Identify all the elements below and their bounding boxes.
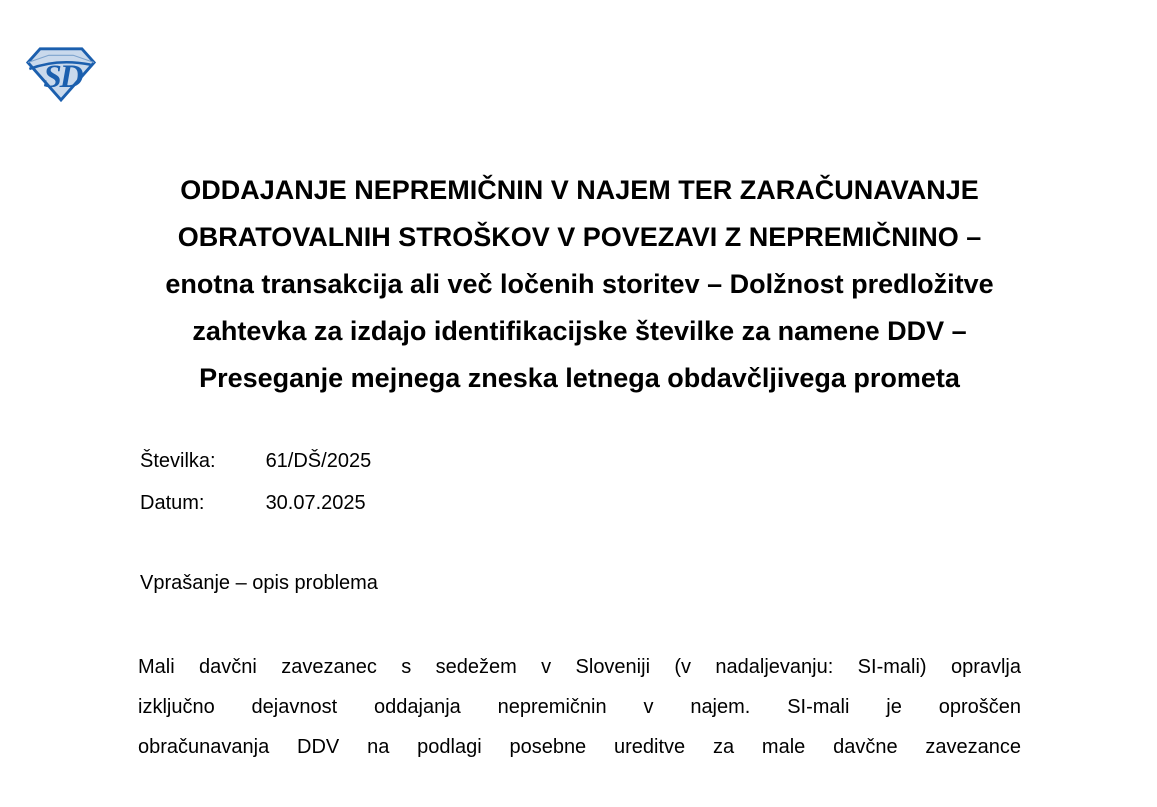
doc-date-value: 30.07.2025 bbox=[265, 492, 366, 514]
doc-number-label: Številka: bbox=[140, 450, 216, 472]
document-meta bbox=[140, 449, 740, 533]
org-logo bbox=[25, 45, 97, 103]
body-paragraph bbox=[138, 647, 1021, 767]
title-line-4: zahtevka za izdajo identifikacijske številke za namene DDV – bbox=[192, 316, 967, 346]
logo-letters: SD bbox=[43, 57, 82, 95]
title-line-2: OBRATOVALNIH STROŠKOV V POVEZAVI Z NEPREMIČNINO – bbox=[177, 222, 982, 252]
logo-graphic bbox=[25, 45, 97, 103]
body-line-2: izključno dejavnost oddajanja nepremičnin v najem. SI-mali je oproščen bbox=[138, 696, 1021, 718]
doc-number-row bbox=[140, 449, 740, 491]
title-line-1: ODDAJANJE NEPREMIČNIN V NAJEM TER ZARAČUNAVANJE bbox=[180, 175, 979, 205]
doc-date-row bbox=[140, 491, 740, 533]
title-line-5: Preseganje mejnega zneska letnega obdavčljivega prometa bbox=[199, 363, 960, 393]
document-title bbox=[138, 167, 1021, 402]
doc-number-value: 61/DŠ/2025 bbox=[265, 450, 372, 472]
title-line-3: enotna transakcija ali več ločenih storitev – Dolžnost predložitve bbox=[165, 269, 994, 299]
body-line-3: obračunavanja DDV na podlagi posebne ureditve za male davčne zavezance bbox=[138, 736, 1021, 758]
section-heading: Vprašanje – opis problema bbox=[140, 572, 378, 594]
body-line-1: Mali davčni zavezanec s sedežem v Sloveniji (v nadaljevanju: SI-mali) opravlja bbox=[138, 656, 1021, 678]
doc-date-label: Datum: bbox=[140, 492, 205, 514]
